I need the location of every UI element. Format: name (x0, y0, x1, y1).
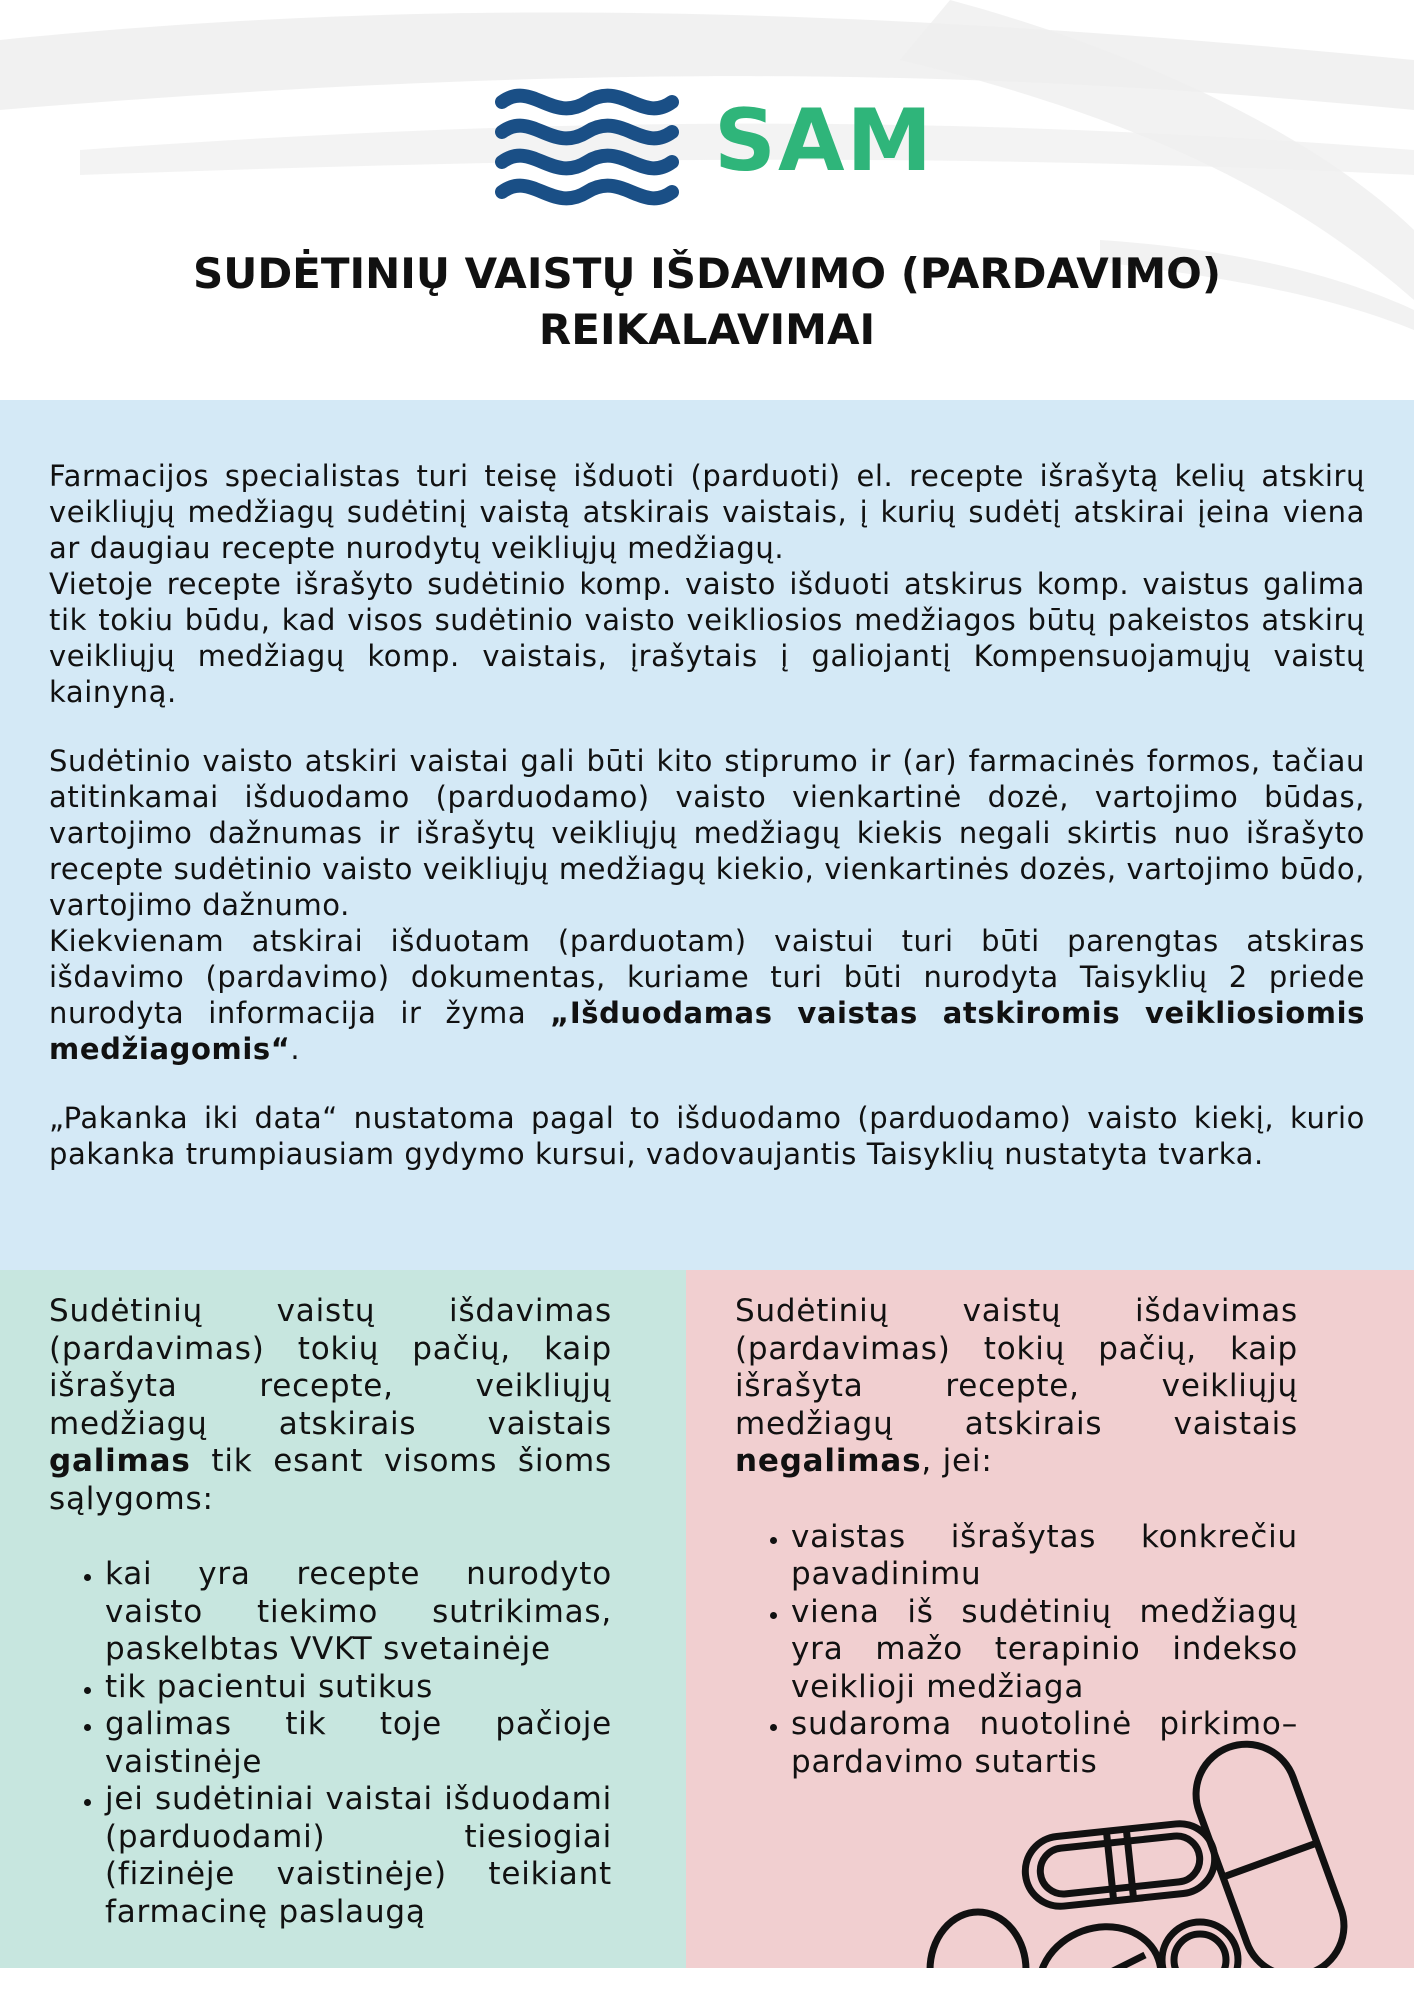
brand-name: SAM (714, 91, 935, 191)
forbidden-lead-bold: negalimas (735, 1443, 922, 1479)
allowed-text (49, 1293, 612, 1931)
header (0, 0, 1414, 400)
sam-logo (492, 80, 972, 210)
intro-paragraph-4 (49, 923, 1365, 1067)
allowed-lead-bold: galimas (49, 1443, 191, 1479)
intro-paragraph-5: „Pakanka iki data“ nustatoma pagal to išduodamo (parduodamo) vaisto kiekį, kurio pakanka trumpiausiam gydymo kursui, vadovaujantis Taisyklių nustatyta tvarka. (49, 1101, 1365, 1171)
allowed-panel (0, 1270, 686, 1968)
footer-strip (0, 1968, 1414, 2000)
allowed-lead (49, 1293, 612, 1518)
intro-paragraph-2: Vietoje recepte išrašyto sudėtinio komp. vaisto išduoti atskirus komp. vaistus galima tik tokiu būdu, kad visos sudėtinio vaisto veikliosios medžiagos būtų pakeistos atskirų veikliųjų medžiagų komp. vaistais, įrašytais į galiojantį Kompensuojamųjų vaistų kainyną. (49, 567, 1365, 709)
intro-p4-text: Kiekvienam atskirai išduotam (parduotam) vaistui turi būti parengtas atskiras išdavimo (pardavimo) dokumentas, kuriame turi būti nurodyta Taisyklių 2 priede nurodyta informacija ir žyma (49, 924, 1365, 1030)
sam-wave-mark-icon (492, 80, 682, 210)
allowed-list (49, 1556, 612, 1931)
intro-section (0, 400, 1414, 1270)
allowed-list-item: • tik pacientui sutikus (105, 1669, 612, 1707)
allowed-lead-text: Sudėtinių vaistų išdavimas (pardavimas) tokių pačių, kaip išrašyta recepte, veikliųjų medžiagų atskirais vaistais (49, 1293, 612, 1442)
pills-illustration-icon (920, 1740, 1414, 2000)
forbidden-list-item: • vaistas išrašytas konkrečiu pavadinimu (791, 1519, 1298, 1594)
intro-p4-end: . (290, 1032, 301, 1066)
allowed-list-item: • kai yra recepte nurodyto vaisto tiekimo sutrikimas, paskelbtas VVKT svetainėje (105, 1556, 612, 1669)
intro-paragraph-3: Sudėtinio vaisto atskiri vaistai gali būti kito stiprumo ir (ar) farmacinės formos, tačiau atitinkamai išduodamo (parduodamo) vaisto vienkartinė dozė, vartojimo būdas, vartojimo dažnumas ir išrašytų veikliųjų medžiagų kiekis negali skirtis nuo išrašyto recepte sudėtinio vaisto veikliųjų medžiagų kiekio, vienkartinės dozės, vartojimo būdo, vartojimo dažnumo. (49, 744, 1365, 922)
page-title (0, 246, 1414, 358)
allowed-list-item: • jei sudėtiniai vaistai išduodami (parduodami) tiesiogiai (fizinėje vaistinėje) teikiant farmacinę paslaugą (105, 1781, 612, 1931)
allowed-list-item: • galimas tik toje pačioje vaistinėje (105, 1706, 612, 1781)
forbidden-lead (735, 1293, 1298, 1481)
intro-p4-bold-mark: „Išduodamas vaistas atskiromis veikliosiomis medžiagomis“ (49, 996, 1365, 1066)
intro-text (49, 458, 1365, 1172)
title-line-1: SUDĖTINIŲ VAISTŲ IŠDAVIMO (PARDAVIMO) (192, 249, 1222, 298)
forbidden-list-item: • viena iš sudėtinių medžiagų yra mažo terapinio indekso veiklioji medžiaga (791, 1594, 1298, 1707)
forbidden-list-item: • sudaroma nuotolinė pirkimo–pardavimo sutartis (791, 1706, 1298, 1781)
forbidden-lead-end: , jei: (921, 1443, 993, 1479)
forbidden-lead-text: Sudėtinių vaistų išdavimas (pardavimas) tokių pačių, kaip išrašyta recepte, veikliųjų medžiagų atskirais vaistais (735, 1293, 1298, 1442)
intro-paragraph-1: Farmacijos specialistas turi teisę išduoti (parduoti) el. recepte išrašytą kelių atskirų veikliųjų medžiagų sudėtinį vaistą atskirais vaistais, į kurių sudėtį atskirai įeina viena ar daugiau recepte nurodytų veikliųjų medžiagų. (49, 459, 1365, 565)
title-line-2: REIKALAVIMAI (538, 305, 876, 354)
allowed-lead-end: tik esant visoms šioms sąlygoms: (49, 1443, 612, 1517)
forbidden-text (735, 1293, 1298, 1781)
